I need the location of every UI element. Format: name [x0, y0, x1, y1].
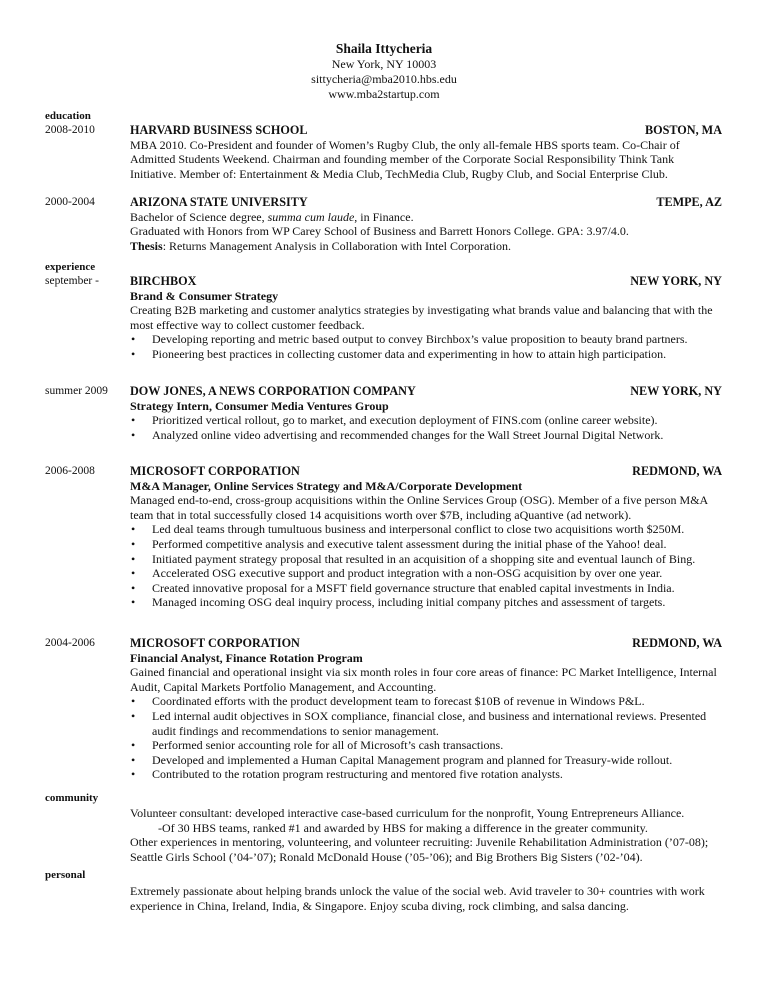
resume-header	[0, 40, 768, 102]
entry-description: Gained financial and operational insight via six month roles in four core areas of finance: PC Market Intelligence, Internal Audit, Capital Markets Portfolio Management, and Accounting.	[130, 665, 717, 694]
degree-line: Bachelor of Science degree, summa cum laude, in Finance.	[130, 209, 414, 224]
candidate-name: Shaila Ittycheria	[335, 41, 433, 56]
personal-text: Extremely passionate about helping brands unlock the value of the social web. Avid traveler to 30+ countries with work experience in China, Ireland, India, & Singapore. Enjoy scuba diving, rock climbing, and salsa dancing.	[130, 884, 705, 913]
role-title: Financial Analyst, Finance Rotation Program	[130, 650, 363, 665]
role-title: Strategy Intern, Consumer Media Ventures Group	[130, 398, 389, 413]
bullet-item: • Initiated payment strategy proposal that resulted in an acquisition of a shopping site and eventual launch of Bing.	[130, 552, 722, 567]
org-location: BOSTON, MA	[645, 123, 722, 137]
honors-line: Graduated with Honors from WP Carey School of Business and Barrett Honors College. GPA: 3.97/4.0.	[130, 224, 629, 239]
bullet-item: • Contributed to the rotation program restructuring and mentored five rotation analysts.	[130, 767, 722, 782]
bullet-item: • Developing reporting and metric based output to convey Birchbox’s value proposition to beauty brand partners.	[130, 332, 722, 347]
entry-description: MBA 2010. Co-President and founder of Women’s Rugby Club, the only all-female HBS sports team. Co-Chair of Admitted Students Weekend. Chairman and founding member of the Corporate Social Responsibility Think Tank Initiative. Member of: Entertainment & Media Club, TechMedia Club, Rugby Club, and Social Enterprise Club.	[130, 137, 680, 181]
bullet-item: • Performed competitive analysis and executive talent assessment during the initial phase of the Yahoo! deal.	[130, 537, 722, 552]
bullet-list	[130, 694, 722, 782]
bullet-list	[130, 413, 722, 442]
bullet-list	[130, 332, 722, 361]
community-line: Other experiences in mentoring, volunteering, and volunteer recruiting: Juvenile Rehabilitation Administration (’07-08); Seattle Girls School (’04-’07); Ronald McDonald House (’05-’06); and Big Brothers Big Sisters (’02-’04).	[130, 835, 709, 864]
entry-date: 2004-2006	[45, 637, 95, 649]
entry-description: Creating B2B marketing and customer analytics strategies by investigating what brands value and balancing that with the most effective way to collect customer feedback.	[130, 303, 713, 332]
address: New York, NY 10003	[331, 57, 437, 71]
bullet-item: • Led internal audit objectives in SOX compliance, financial close, and business and international reviews. Presented audit findings and recommendations to senior management.	[130, 709, 722, 738]
thesis-line: Thesis: Returns Management Analysis in Collaboration with Intel Corporation.	[130, 238, 511, 253]
role-title: M&A Manager, Online Services Strategy and M&A/Corporate Development	[130, 478, 523, 493]
bullet-list	[130, 522, 722, 610]
bullet-item: • Coordinated efforts with the product development team to forecast $10B of revenue in Windows P&L.	[130, 694, 722, 709]
entry-description: Managed end-to-end, cross-group acquisitions within the Online Services Group (OSG). Member of a five person M&A team that in total successfully closed 14 acquisitions worth over $7B, including aQuantive (ad network).	[130, 493, 708, 522]
bullet-item: • Analyzed online video advertising and recommended changes for the Wall Street Journal Digital Network.	[130, 428, 722, 443]
org-location: REDMOND, WA	[632, 636, 722, 650]
bullet-item: • Created innovative proposal for a MSFT field governance structure that enabled capital investments in India.	[130, 581, 722, 596]
entry-date: 2006-2008	[45, 465, 95, 477]
org-location: NEW YORK, NY	[630, 384, 722, 398]
bullet-item: • Pioneering best practices in collecting customer data and experimenting in how to attain high participation.	[130, 347, 722, 362]
community-line: -Of 30 HBS teams, ranked #1 and awarded by HBS for making a difference in the greater community.	[158, 820, 648, 835]
org-location: REDMOND, WA	[632, 464, 722, 478]
bullet-item: • Performed senior accounting role for all of Microsoft’s cash transactions.	[130, 738, 722, 753]
role-title: Brand & Consumer Strategy	[130, 288, 279, 303]
bullet-item: • Led deal teams through tumultuous business and interpersonal conflict to close two acquisitions worth $250M.	[130, 522, 722, 537]
org-name: BIRCHBOX	[130, 274, 197, 288]
website[interactable]: www.mba2startup.com	[328, 87, 440, 101]
section-heading-personal: personal	[45, 869, 86, 881]
community-line: Volunteer consultant: developed interactive case-based curriculum for the nonprofit, Young Entrepreneurs Alliance.	[130, 806, 685, 820]
section-heading-community: community	[45, 792, 99, 804]
org-name: MICROSOFT CORPORATION	[130, 636, 300, 650]
email[interactable]: sittycheria@mba2010.hbs.edu	[311, 72, 457, 86]
entry-date: 2000-2004	[45, 196, 95, 208]
org-name: HARVARD BUSINESS SCHOOL	[130, 123, 308, 137]
bullet-item: • Developed and implemented a Human Capital Management program and planned for Treasury-wide rollout.	[130, 753, 722, 768]
section-heading-experience: experience	[45, 261, 96, 273]
bullet-item: • Accelerated OSG executive support and product integration with a non-OSG acquisition by over one year.	[130, 566, 722, 581]
org-name: MICROSOFT CORPORATION	[130, 464, 300, 478]
honor-text: summa cum laude	[267, 209, 355, 224]
section-heading-education: education	[45, 110, 91, 122]
org-name: ARIZONA STATE UNIVERSITY	[130, 195, 308, 209]
entry-date: september -	[45, 275, 99, 287]
entry-date: 2008-2010	[45, 124, 95, 136]
org-name: DOW JONES, A NEWS CORPORATION COMPANY	[130, 384, 416, 398]
bullet-item: • Managed incoming OSG deal inquiry process, including initial company pitches and assessment of targets.	[130, 595, 722, 610]
org-location: TEMPE, AZ	[656, 195, 722, 209]
bullet-item: • Prioritized vertical rollout, go to market, and execution deployment of FINS.com (online career website).	[130, 413, 722, 428]
org-location: NEW YORK, NY	[630, 274, 722, 288]
entry-date: summer 2009	[45, 385, 108, 397]
thesis-label: Thesis	[130, 238, 163, 253]
